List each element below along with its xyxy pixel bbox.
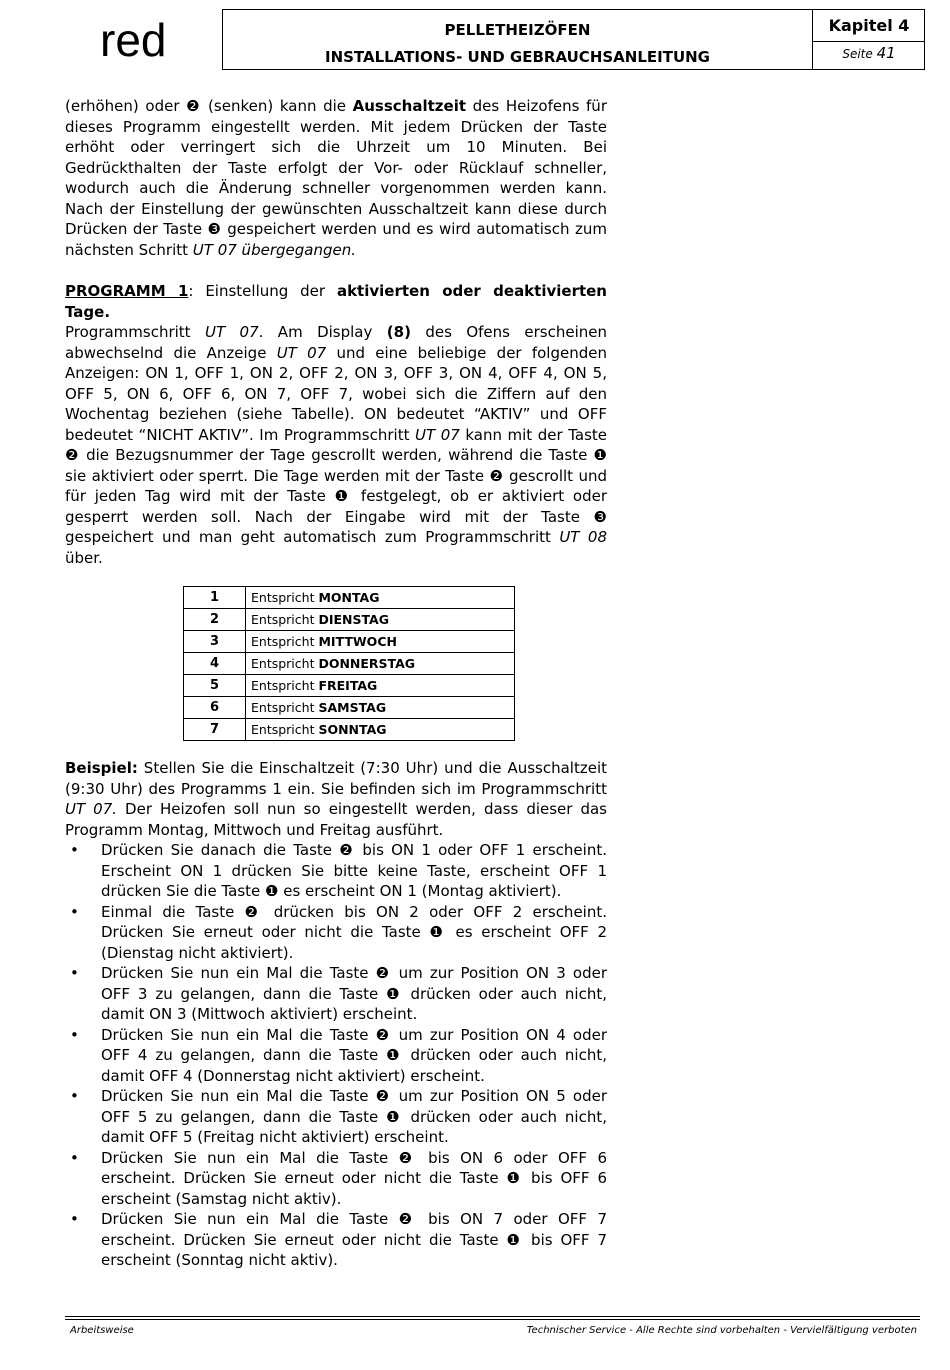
list-item (65, 963, 607, 1025)
day-number: 4 (184, 653, 246, 675)
day-cell (246, 719, 515, 741)
bullet-dot: • (70, 902, 79, 921)
list-item (65, 1209, 607, 1271)
bullet-dot: • (70, 1148, 79, 1167)
example-label: Beispiel: (65, 759, 138, 777)
list-item-text: Drücken Sie nun ein Mal die Taste ❷ um zur Position ON 4 oder OFF 4 zu gelangen, dann die Taste ❶ drücken oder auch nicht, damit OFF 4 (Donnerstag nicht aktiviert) erscheint. (101, 1025, 607, 1085)
list-item (65, 1025, 607, 1087)
table-row (184, 653, 515, 675)
table-row (184, 609, 515, 631)
header-box (222, 9, 925, 70)
footer-copyright: Technischer Service - Alle Rechte sind vorbehalten - Vervielfältigung verboten (526, 1325, 917, 1336)
example-paragraph: Beispiel: Stellen Sie die Einschaltzeit (7:30 Uhr) und die Ausschaltzeit (9:30 Uhr) des Programms 1 ein. Sie befinden sich im Programmschritt UT 07. Der Heizofen soll nun so eingestellt werden, dass dieser das Programm Montag, Mittwoch und Freitag ausführt. (65, 759, 608, 839)
list-item-text: Drücken Sie nun ein Mal die Taste ❷ um zur Position ON 3 oder OFF 3 zu gelangen, dann die Taste ❶ drücken oder auch nicht, damit ON 3 (Mittwoch aktiviert) erscheint. (101, 964, 607, 1023)
day-number: 6 (184, 697, 246, 719)
day-name: DONNERSTAG (318, 656, 416, 671)
list-item (65, 1148, 607, 1210)
footer-rule-inner (65, 1319, 920, 1320)
bullet-dot: • (70, 1210, 79, 1228)
list-item-text: Drücken Sie nun ein Mal die Taste ❷ um zur Position ON 5 oder OFF 5 zu gelangen, dann die Taste ❶ drücken oder auch nicht, damit OFF 5 (Freitag nicht aktiviert) erscheint. (101, 1087, 607, 1146)
page-indicator (813, 44, 925, 62)
day-name: SONNTAG (318, 722, 387, 737)
header-title (223, 10, 812, 69)
instruction-list (65, 840, 607, 1271)
bullet-dot: • (70, 1025, 79, 1044)
table-row (184, 719, 515, 741)
day-cell (246, 675, 515, 697)
day-name: DIENSTAG (318, 612, 389, 627)
main-text-top (65, 96, 607, 568)
paragraph-program-step: Programmschritt UT 07. Am Display (8) des Ofens erscheinen abwechselnd die Anzeige UT 07 und eine beliebige der folgenden Anzeigen: ON 1, OFF 1, ON 2, OFF 2, ON 3, OFF 3, ON 4, OFF 4, ON 5, OFF 5, ON 6, OFF 6, ON 7, OFF 7, wobei sich die Ziffern auf den Wochentag beziehen (siehe Tabelle). ON bedeutet “AKTIV” und OFF bedeutet “NICHT AKTIV”. Im Programmschritt UT 07 kann mit der Taste ❷ die Bezugsnummer der Tage gescrollt werden, während die Taste ❶ sie aktiviert oder sperrt. Die Tage werden mit der Taste ❷ gescrollt und für jeden Tag wird mit der Taste ❶ festgelegt, ob er aktiviert oder gesperrt werden soll. Nach der Eingabe wird mit der Taste ❸ gespeichert und man geht automatisch zum Programmschritt UT 08 über. (65, 323, 608, 567)
list-item-text: Einmal die Taste ❷ drücken bis ON 2 oder OFF 2 erscheint. Drücken Sie erneut oder nicht die Taste ❶ es erscheint OFF 2 (Dienstag nicht aktiviert). (101, 902, 607, 962)
day-number: 1 (184, 587, 246, 609)
page-number: 41 (876, 44, 896, 62)
day-prefix: Entspricht (251, 656, 315, 671)
day-cell (246, 697, 515, 719)
day-cell (246, 653, 515, 675)
day-name: MONTAG (318, 590, 380, 605)
footer-rule (65, 1316, 920, 1317)
day-name: FREITAG (318, 678, 378, 693)
day-prefix: Entspricht (251, 612, 315, 627)
day-prefix: Entspricht (251, 700, 315, 715)
list-item (65, 840, 607, 902)
day-cell (246, 609, 515, 631)
footer-section: Arbeitsweise (70, 1325, 134, 1336)
day-number: 3 (184, 631, 246, 653)
weekday-table (183, 586, 515, 741)
program1-title: PROGRAMM 1 (65, 282, 189, 300)
day-prefix: Entspricht (251, 590, 315, 605)
bullet-dot: • (70, 964, 79, 982)
brand-logo: red (100, 14, 167, 66)
bullet-dot: • (70, 841, 79, 859)
list-item (65, 902, 607, 964)
header-chapter-box (812, 10, 925, 69)
chapter-label: Kapitel 4 (813, 10, 925, 42)
main-text-bottom (65, 758, 607, 1271)
page-label: Seite (842, 47, 873, 61)
day-number: 2 (184, 609, 246, 631)
day-name: MITTWOCH (318, 634, 397, 649)
list-item-text: Drücken Sie nun ein Mal die Taste ❷ bis ON 6 oder OFF 6 erscheint. Drücken Sie erneut oder nicht die Taste ❶ bis OFF 6 erscheint (Samstag nicht aktiv). (101, 1148, 607, 1208)
day-cell (246, 631, 515, 653)
table-row (184, 587, 515, 609)
day-name: SAMSTAG (318, 700, 387, 715)
day-prefix: Entspricht (251, 634, 315, 649)
header-title-line2: INSTALLATIONS- UND GEBRAUCHSANLEITUNG (324, 48, 710, 66)
table-row (184, 631, 515, 653)
list-item-text: Drücken Sie danach die Taste ❷ bis ON 1 oder OFF 1 erscheint. Erscheint ON 1 drücken Sie bitte keine Taste, erscheint OFF 1 drücken Sie die Taste ❶ es erscheint ON 1 (Montag aktiviert). (101, 841, 607, 900)
day-cell (246, 587, 515, 609)
day-prefix: Entspricht (251, 722, 315, 737)
day-number: 7 (184, 719, 246, 741)
list-item-text: Drücken Sie nun ein Mal die Taste ❷ bis ON 7 oder OFF 7 erscheint. Drücken Sie erneut oder nicht die Taste ❶ bis OFF 7 erscheint (Sonntag nicht aktiv). (101, 1210, 607, 1269)
list-item (65, 1086, 607, 1148)
paragraph-shutoff-time: (erhöhen) oder ❷ (senken) kann die Ausschaltzeit des Heizofens für dieses Programm eingestellt werden. Mit jedem Drücken der Taste erhöht oder verringert sich die Uhrzeit um 10 Minuten. Bei Gedrückthalten der Taste erfolgt der Vor- oder Rücklauf schneller, wodurch auch die Änderung schneller vorgenommen werden kann. Nach der Einstellung der gewünschten Ausschaltzeit kann diese durch Drücken der Taste ❸ gespeichert werden und es wird automatisch zum nächsten Schritt UT 07 übergegangen. (65, 97, 607, 259)
day-number: 5 (184, 675, 246, 697)
header-title-line1: PELLETHEIZÖFEN (444, 21, 591, 39)
table-row (184, 697, 515, 719)
bullet-dot: • (70, 1087, 79, 1105)
day-prefix: Entspricht (251, 678, 315, 693)
table-row (184, 675, 515, 697)
program1-heading: PROGRAMM 1: Einstellung der aktivierten oder deaktivierten Tage. (65, 282, 607, 321)
